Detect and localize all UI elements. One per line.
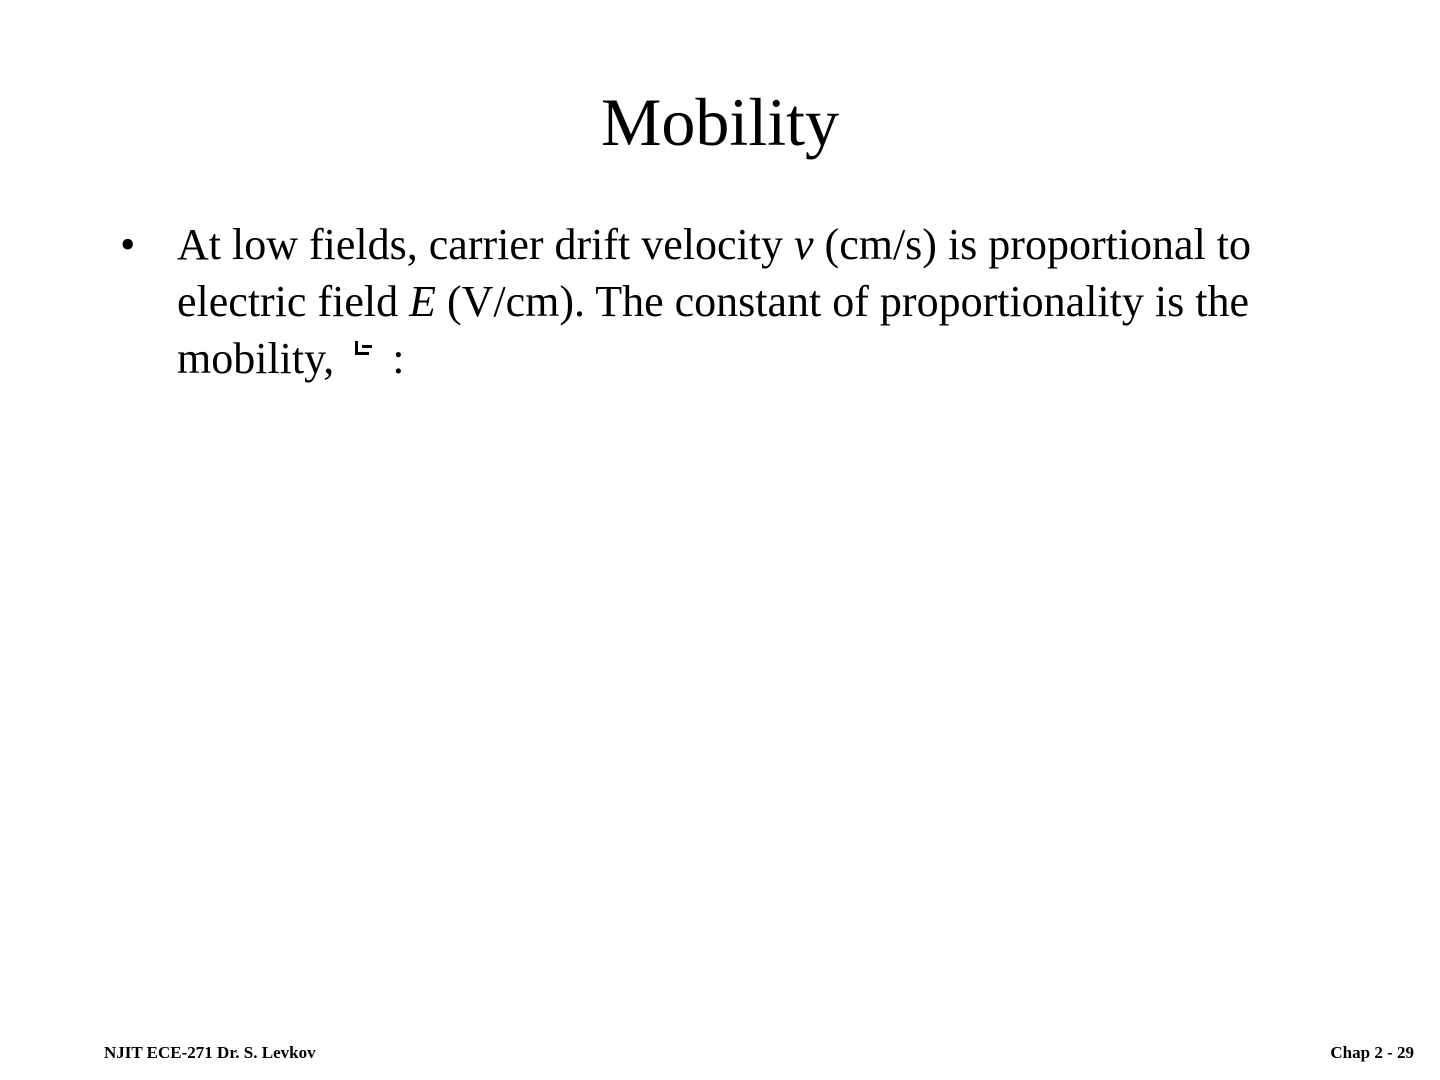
bullet-text-part2: (cm/s) is proportional to electric field	[177, 220, 1252, 326]
bullet-text-part4: :	[381, 334, 405, 383]
bullet-text-part3: (V/cm). The constant of proportionality is the mobility,	[177, 277, 1249, 383]
footer-page-number: Chap 2 - 29	[1330, 1043, 1414, 1062]
mu-symbol-icon	[351, 341, 377, 361]
field-variable: E	[409, 277, 436, 326]
footer-course-label: NJIT ECE-271 Dr. S. Levkov	[104, 1043, 316, 1062]
bullet-marker: •	[120, 220, 136, 269]
velocity-variable: v	[794, 220, 814, 269]
bullet-text	[177, 216, 1327, 387]
slide-title: Mobility	[600, 84, 840, 160]
bullet-text-part1: At low fields, carrier drift velocity	[177, 220, 795, 269]
